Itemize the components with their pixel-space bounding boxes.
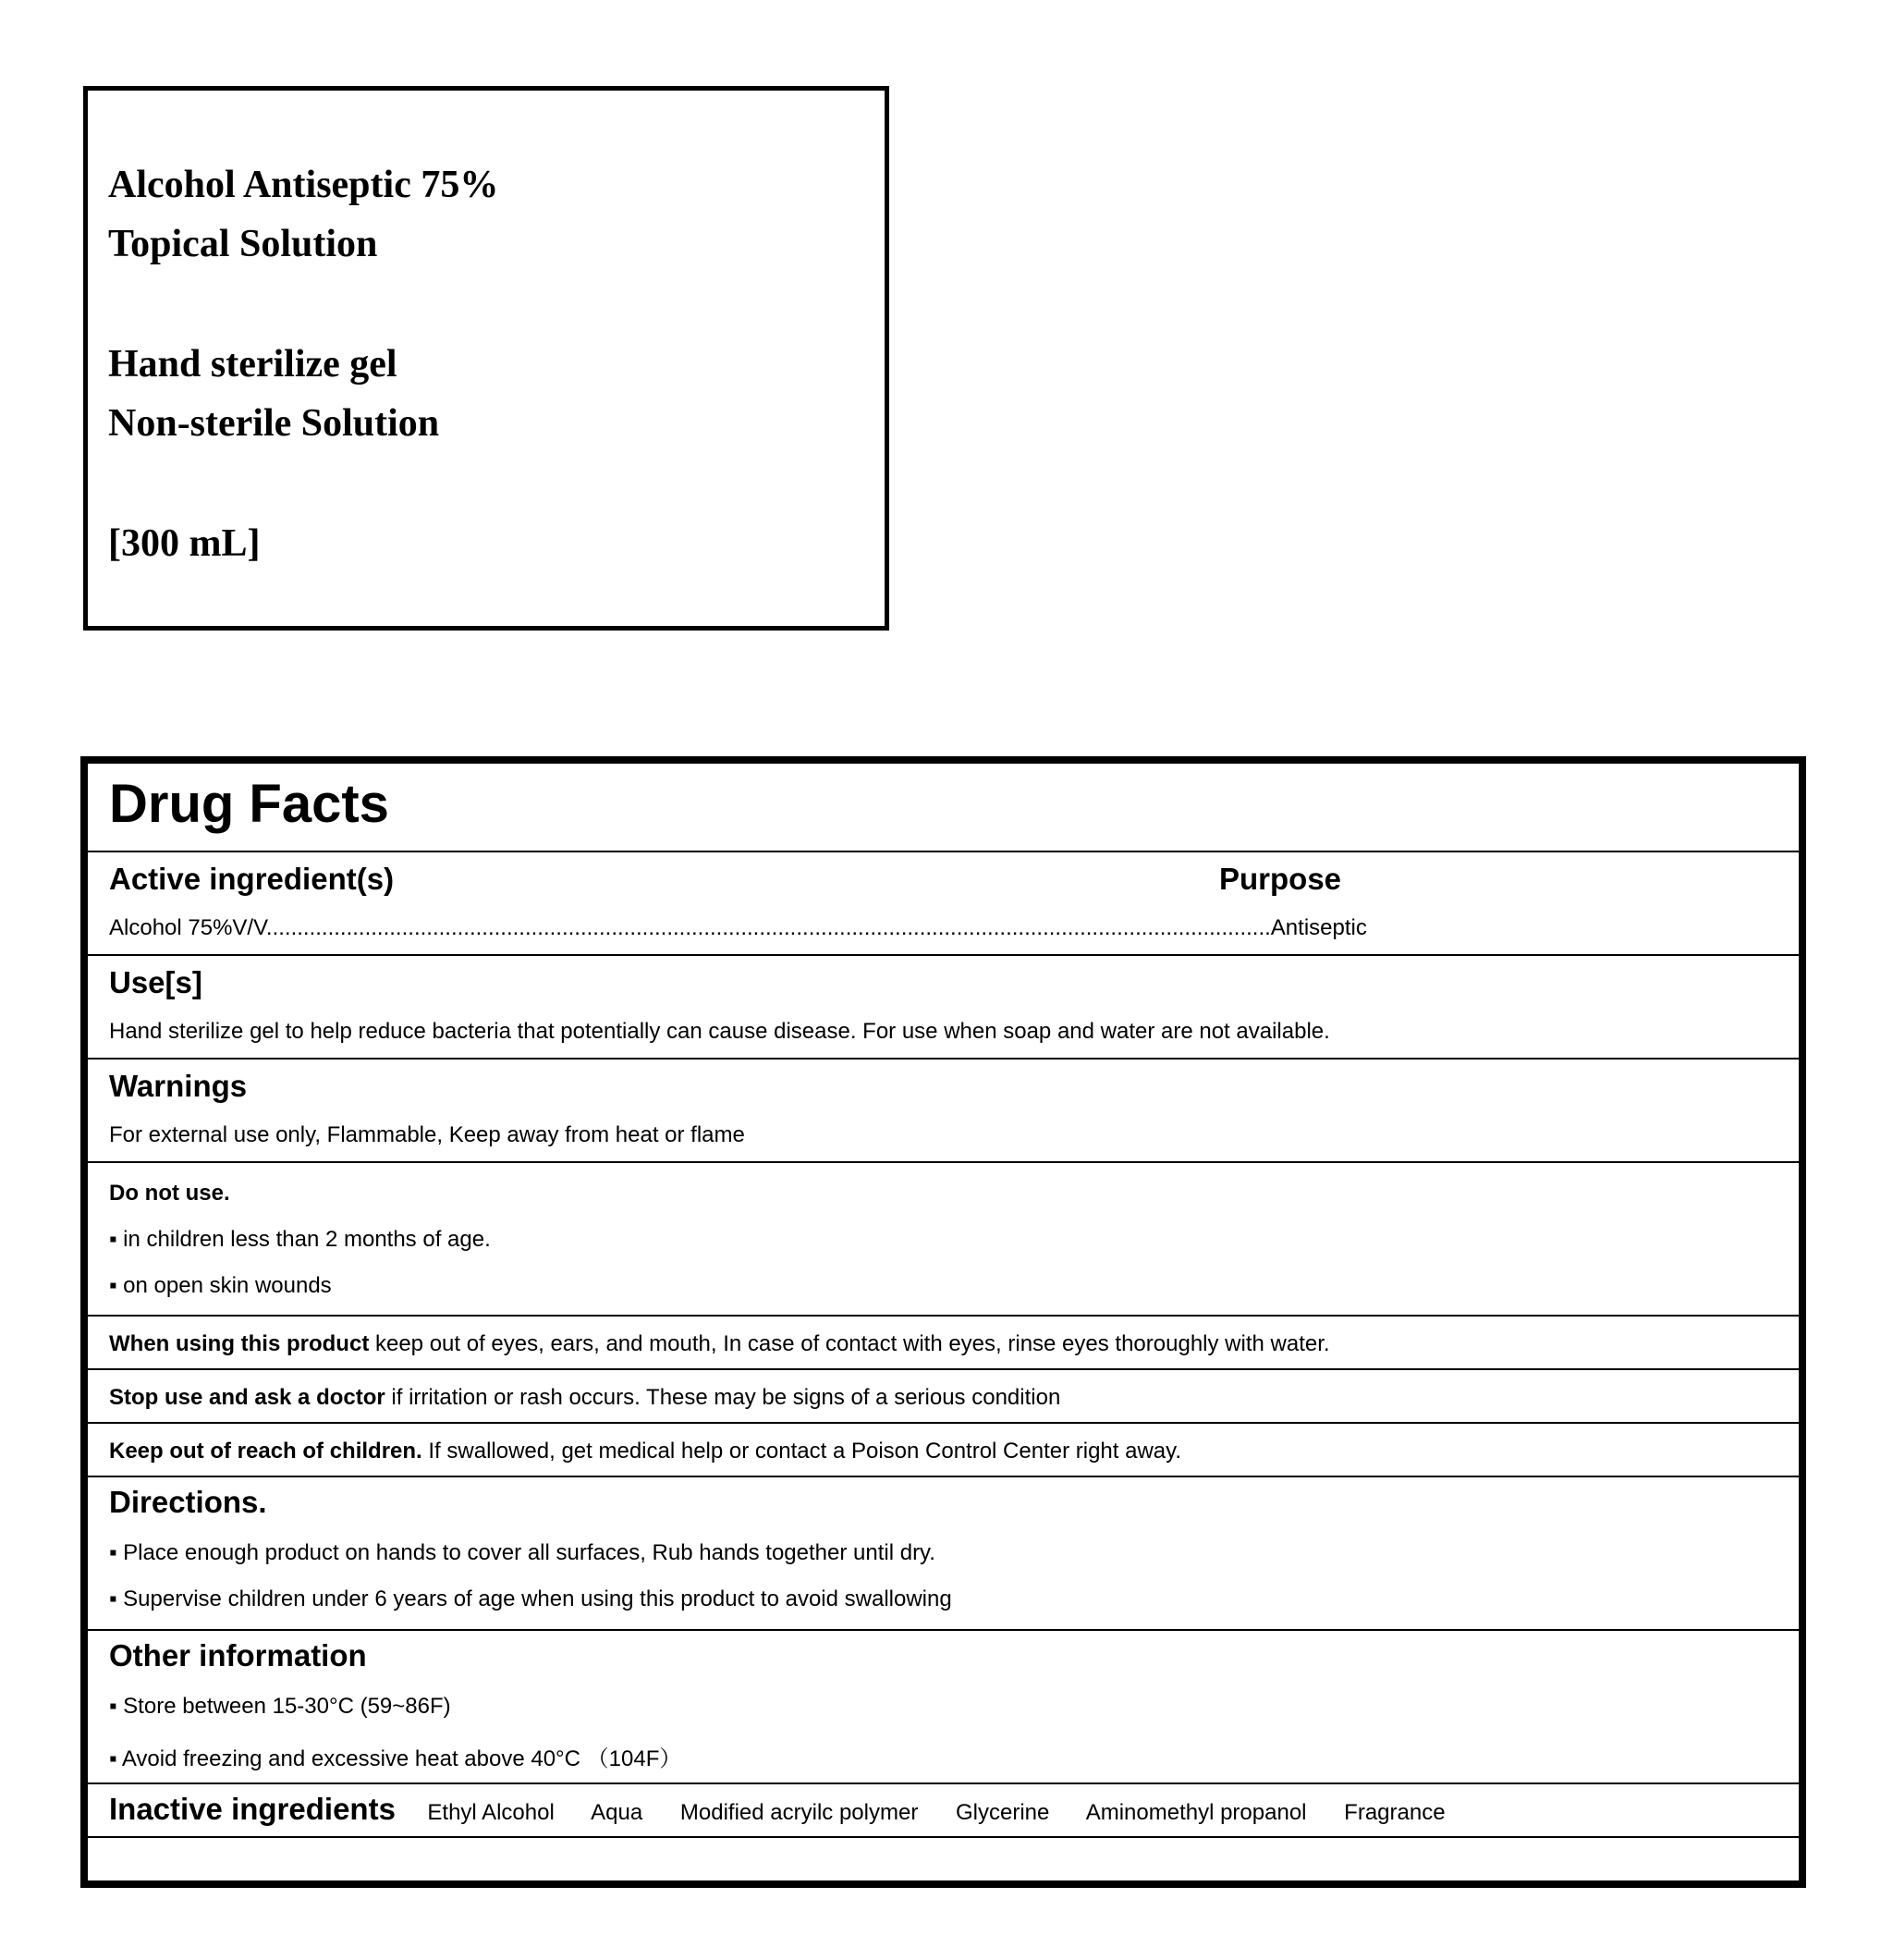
when-using-section [88, 1317, 1799, 1370]
active-ingredient-purpose: Antiseptic [1270, 915, 1367, 940]
directions-section [88, 1477, 1799, 1631]
directions-item: ▪ Supervise children under 6 years of age when using this product to avoid swallowing [109, 1586, 952, 1611]
active-ingredients-heading: Active ingredient(s) [109, 862, 395, 896]
inactive-ingredients-section [88, 1784, 1799, 1838]
product-description: Hand sterilize gel [108, 343, 397, 386]
uses-section [88, 956, 1799, 1060]
stop-use-text: if irritation or rash occurs. These may be signs of a serious condition [385, 1385, 1061, 1410]
other-information-item: ▪ Store between 15-30°C (59~86F) [109, 1694, 451, 1719]
when-using-label: When using this product [109, 1331, 370, 1356]
leader-dots: ................................................................................................................................................................... [265, 915, 1271, 940]
inactive-ingredients-list [427, 1800, 1476, 1826]
net-volume: [300 mL] [108, 522, 261, 565]
drug-facts-title: Drug Facts [109, 774, 389, 834]
inactive-ingredient: Modified acryilc polymer [679, 1800, 919, 1825]
drug-facts-header [88, 764, 1799, 852]
keep-out-line [109, 1439, 1181, 1464]
active-ingredients-section [88, 852, 1799, 956]
purpose-heading: Purpose [1219, 862, 1342, 896]
product-name: Alcohol Antiseptic 75% [108, 164, 499, 206]
do-not-use-section [88, 1163, 1799, 1317]
inactive-ingredient: Ethyl Alcohol [427, 1800, 555, 1825]
active-ingredient-row [109, 915, 1367, 941]
inactive-ingredients-line [109, 1792, 1477, 1827]
product-sterility: Non-sterile Solution [108, 402, 440, 445]
do-not-use-heading: Do not use. [109, 1181, 230, 1206]
stop-use-label: Stop use and ask a doctor [109, 1385, 385, 1410]
inactive-ingredient: Aqua [591, 1800, 643, 1825]
stop-use-section [88, 1370, 1799, 1424]
other-information-section [88, 1631, 1799, 1784]
inactive-ingredient: Fragrance [1344, 1800, 1446, 1825]
warnings-section [88, 1060, 1799, 1163]
warnings-heading: Warnings [109, 1069, 248, 1103]
when-using-text: keep out of eyes, ears, and mouth, In case of contact with eyes, rinse eyes thoroughly with water. [369, 1331, 1330, 1356]
when-using-line [109, 1331, 1330, 1357]
empty-footer-row [88, 1838, 1799, 1880]
keep-out-section [88, 1424, 1799, 1477]
other-information-item: ▪ Avoid freezing and excessive heat above 40°C （104F） [109, 1746, 682, 1771]
do-not-use-item: ▪ in children less than 2 months of age. [109, 1227, 491, 1252]
keep-out-label: Keep out of reach of children. [109, 1439, 422, 1464]
keep-out-text: If swallowed, get medical help or contact a Poison Control Center right away. [421, 1439, 1182, 1464]
uses-text: Hand sterilize gel to help reduce bacteria that potentially can cause disease. For use when soap and water are not available. [109, 1019, 1330, 1044]
drug-facts-panel [80, 756, 1806, 1888]
inactive-ingredient: Aminomethyl propanol [1085, 1800, 1307, 1825]
warnings-text: For external use only, Flammable, Keep away from heat or flame [109, 1122, 745, 1147]
stop-use-line [109, 1385, 1060, 1411]
do-not-use-item: ▪ on open skin wounds [109, 1273, 332, 1298]
principal-display-panel [83, 86, 889, 631]
directions-item: ▪ Place enough product on hands to cover all surfaces, Rub hands together until dry. [109, 1540, 935, 1565]
active-ingredient-name: Alcohol 75%V/V [109, 915, 266, 940]
product-form: Topical Solution [108, 223, 378, 265]
other-information-heading: Other information [109, 1638, 367, 1672]
inactive-ingredient: Glycerine [955, 1800, 1050, 1825]
directions-heading: Directions. [109, 1485, 267, 1519]
uses-heading: Use[s] [109, 965, 202, 999]
inactive-ingredients-heading: Inactive ingredients [109, 1792, 396, 1826]
